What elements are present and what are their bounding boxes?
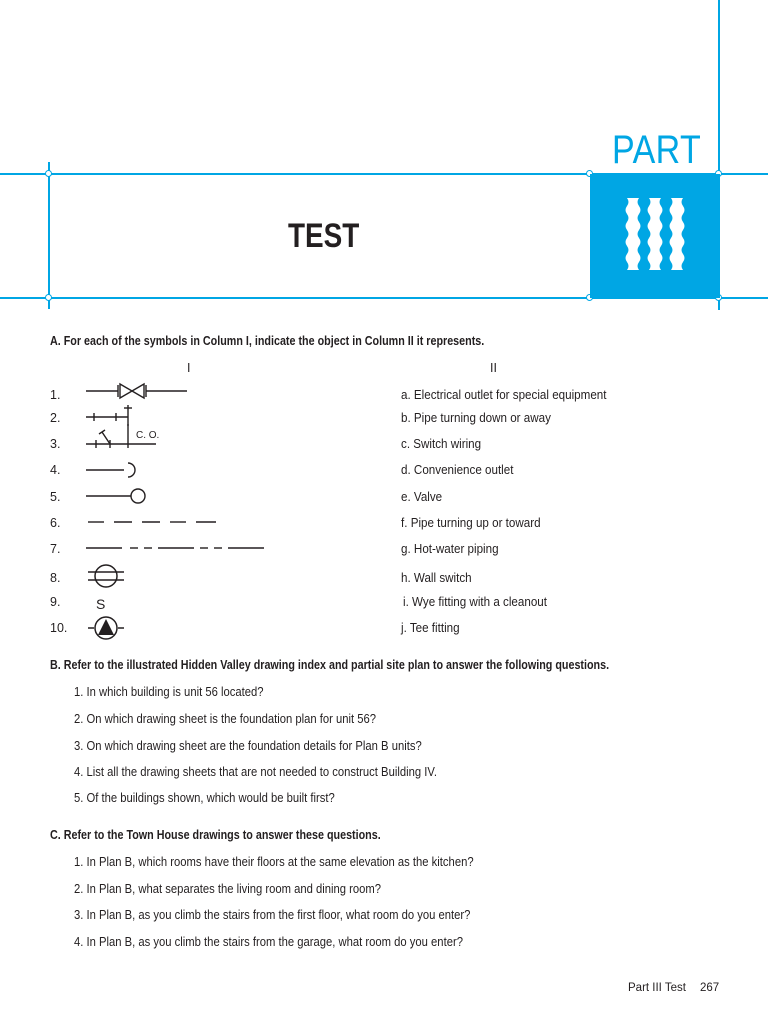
item-number: 6. xyxy=(50,516,61,530)
pipe-up-symbol-icon xyxy=(86,487,148,505)
answer-item: g. Hot-water piping xyxy=(401,542,499,556)
answer-item: d. Convenience outlet xyxy=(401,463,514,477)
question-item: 4. List all the drawing sheets that are not needed to construct Building IV. xyxy=(74,765,437,779)
answer-item: j. Tee fitting xyxy=(401,621,460,635)
valve-symbol-icon xyxy=(86,382,188,400)
item-number: 3. xyxy=(50,437,61,451)
item-number: 7. xyxy=(50,542,61,556)
dashed-line-symbol-icon xyxy=(86,518,218,526)
item-number: 8. xyxy=(50,571,61,585)
section-c-heading: C. Refer to the Town House drawings to answer these questions. xyxy=(50,828,381,842)
column-i-header: I xyxy=(187,361,191,375)
item-number: 1. xyxy=(50,388,61,402)
item-number: 2. xyxy=(50,411,61,425)
frame-node-bottom-left xyxy=(45,294,52,301)
answer-item: h. Wall switch xyxy=(401,571,472,585)
question-item: 3. In Plan B, as you climb the stairs from the first floor, what room do you enter? xyxy=(74,908,471,922)
item-number: 10. xyxy=(50,621,68,635)
question-item: 2. In Plan B, what separates the living room and dining room? xyxy=(74,882,382,896)
wye-cleanout-symbol-icon xyxy=(86,424,166,448)
section-a-heading: A. For each of the symbols in Column I, indicate the object in Column II it represents. xyxy=(50,334,485,348)
dash-dot-line-symbol-icon xyxy=(86,544,266,552)
footer-running-title: Part III Test xyxy=(628,982,686,994)
cleanout-label: C. O. xyxy=(136,430,160,441)
answer-item: e. Valve xyxy=(401,490,443,504)
frame-node-top-left xyxy=(45,170,52,177)
switch-symbol-label: S xyxy=(96,596,106,612)
question-item: 1. In Plan B, which rooms have their floors at the same elevation as the kitchen? xyxy=(74,855,474,869)
answer-item: f. Pipe turning up or toward xyxy=(401,516,541,530)
part-numeral-box xyxy=(590,174,720,298)
question-item: 4. In Plan B, as you climb the stairs from the garage, what room do you enter? xyxy=(74,935,463,949)
pipe-down-symbol-icon xyxy=(86,461,142,479)
page-number: 267 xyxy=(700,982,720,994)
page-title: TEST xyxy=(288,217,360,255)
question-item: 2. On which drawing sheet is the foundation plan for unit 56? xyxy=(74,712,377,726)
item-number: 9. xyxy=(50,595,61,609)
part-numeral-graphic xyxy=(590,174,720,298)
answer-item: b. Pipe turning down or away xyxy=(401,411,551,425)
convenience-outlet-symbol-icon xyxy=(88,563,124,589)
answer-item: a. Electrical outlet for special equipment xyxy=(401,388,607,402)
section-b-heading: B. Refer to the illustrated Hidden Valley drawing index and partial site plan to answer the following questions. xyxy=(50,658,610,672)
answer-item: i. Wye fitting with a cleanout xyxy=(403,595,547,609)
question-item: 5. Of the buildings shown, which would be built first? xyxy=(74,791,335,805)
answer-item: c. Switch wiring xyxy=(401,437,482,451)
special-outlet-symbol-icon xyxy=(88,615,124,641)
question-item: 1. In which building is unit 56 located? xyxy=(74,685,264,699)
part-label: PART xyxy=(612,128,702,172)
switch-symbol-icon xyxy=(94,594,110,612)
column-ii-header: II xyxy=(490,361,497,375)
header-left-rule xyxy=(48,162,50,309)
item-number: 5. xyxy=(50,490,61,504)
pipe-tee-symbol-icon xyxy=(86,404,136,426)
question-item: 3. On which drawing sheet are the foundation details for Plan B units? xyxy=(74,739,422,753)
item-number: 4. xyxy=(50,463,61,477)
